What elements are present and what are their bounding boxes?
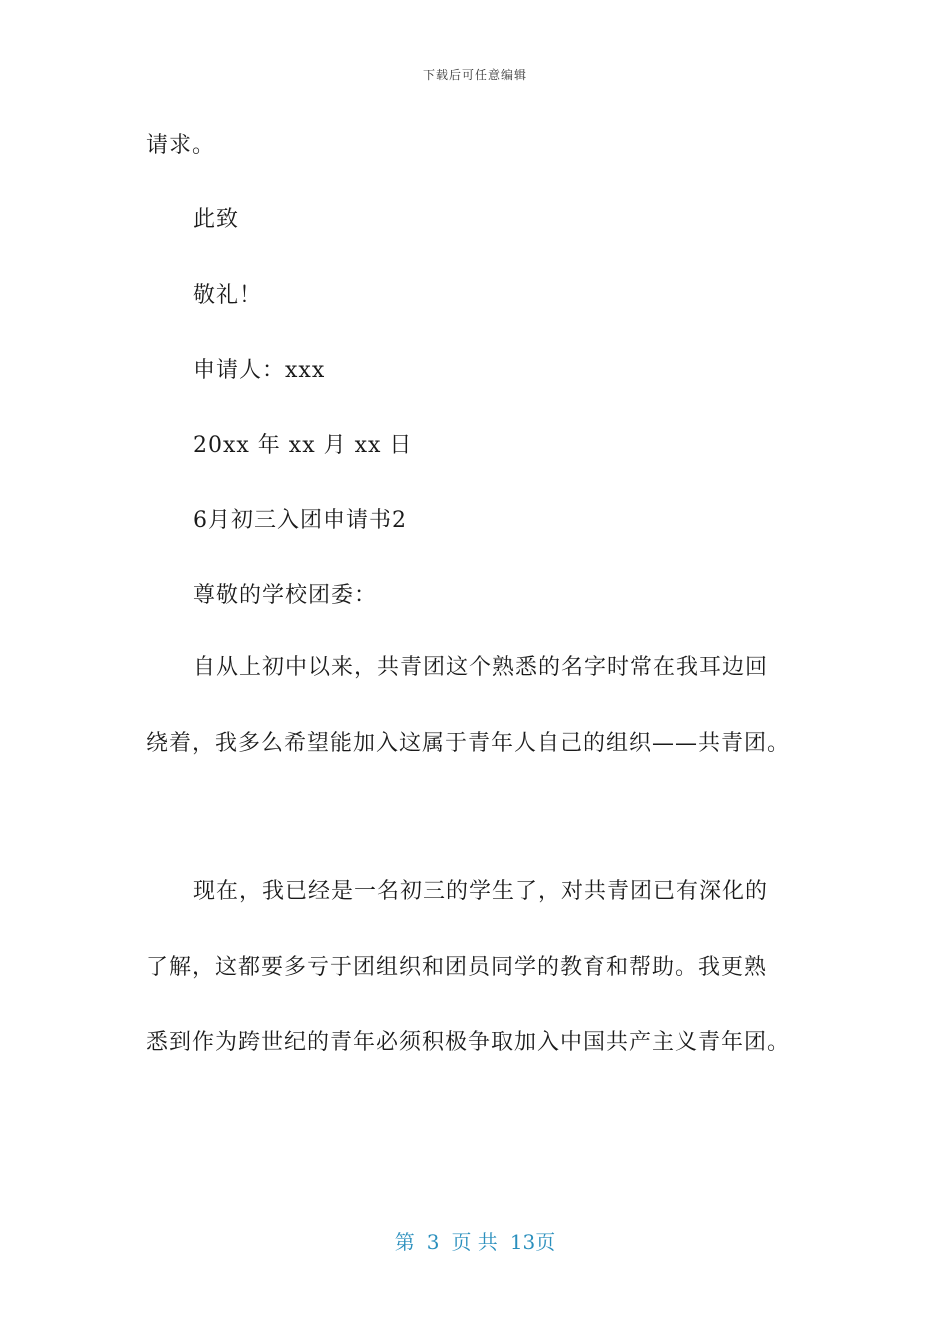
paragraph-2-line-3: 悉到作为跨世纪的青年必须积极争取加入中国共产主义青年团。 <box>146 1030 791 1055</box>
paragraph-2-line-2: 了解，这都要多亏于团组织和团员同学的教育和帮助。我更熟 <box>146 955 768 980</box>
paragraph-1-line-2: 绕着，我多么希望能加入这属于青年人自己的组织——共青团。 <box>146 731 791 756</box>
footer-prefix: 第 <box>394 1230 415 1254</box>
page-footer <box>0 1226 950 1255</box>
footer-current-page: 3 <box>426 1230 440 1254</box>
applicant-line: 申请人：xxx <box>193 358 326 383</box>
paragraph-1-line-1: 自从上初中以来，共青团这个熟悉的名字时常在我耳边回 <box>193 655 769 680</box>
closing-fragment: 请求。 <box>146 133 216 158</box>
date-line: 20xx 年 xx 月 xx 日 <box>193 433 413 458</box>
footer-total-pages: 13 <box>509 1230 536 1254</box>
page-header-note: 下载后可任意编辑 <box>422 68 527 82</box>
footer-middle: 页 共 <box>451 1230 498 1254</box>
paragraph-2-line-1: 现在，我已经是一名初三的学生了，对共青团已有深化的 <box>193 879 769 904</box>
footer-suffix: 页 <box>535 1230 556 1254</box>
addressee-line: 尊敬的学校团委： <box>193 583 378 608</box>
section-title: 6月初三入团申请书2 <box>193 508 407 533</box>
salutation-line: 此致 <box>193 207 240 232</box>
respect-line: 敬礼！ <box>193 283 263 308</box>
